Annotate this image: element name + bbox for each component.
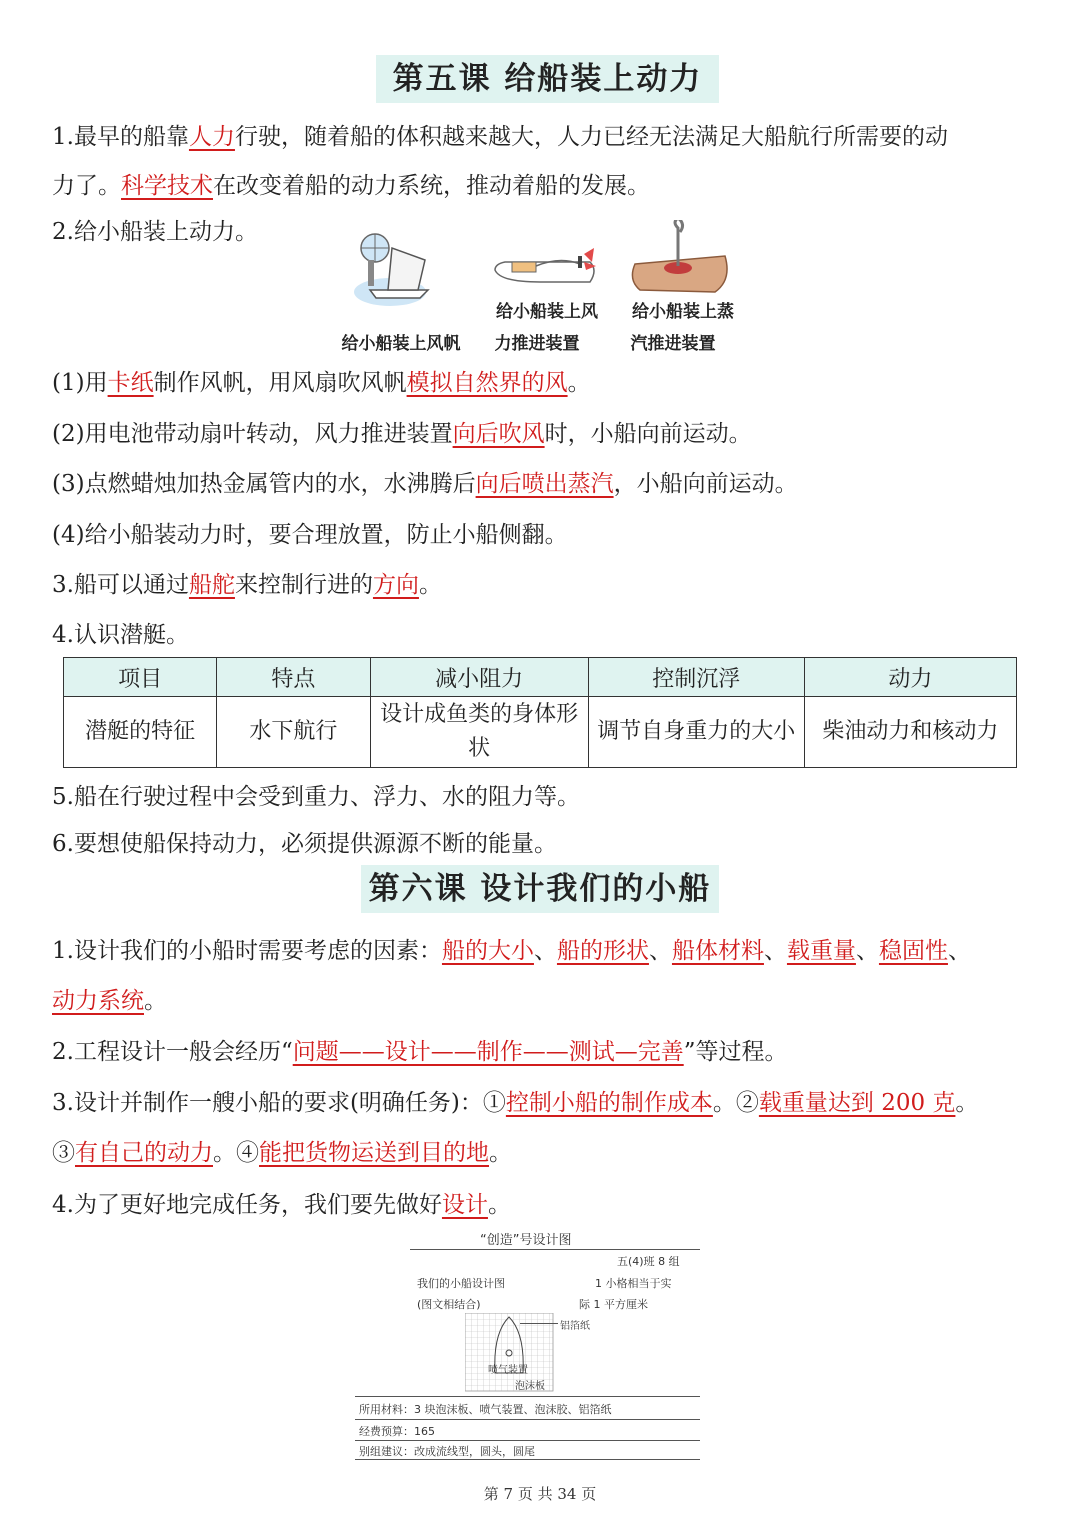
table-cell: 调节自身重力的大小 [588, 697, 804, 768]
lesson5-point5: 5.船在行驶过程中会受到重力、浮力、水的阻力等。 [52, 784, 580, 810]
lesson6-point2: 2.工程设计一般会经历“问题——设计——制作——测试—完善”等过程。 [52, 1039, 788, 1065]
lesson6-title: 第六课 设计我们的小船 [361, 865, 719, 913]
answer-science-technology: 科学技术 [121, 173, 213, 199]
lesson5-sub3: (3)点燃蜡烛加热金属管内的水，水沸腾后向后喷出蒸汽，小船向前运动。 [52, 471, 798, 497]
table-header: 项目 [64, 658, 217, 697]
design-info-rule [355, 1440, 700, 1441]
design-group: 五(4)班 8 组 [617, 1255, 680, 1268]
answer-manpower: 人力 [188, 124, 235, 150]
lesson6-point3-line2: ③有自己的动力。④能把货物运送到目的地。 [52, 1140, 512, 1166]
page-number: 第 7 页 共 34 页 [483, 1485, 597, 1503]
lesson5-point3: 3.船可以通过船舵来控制行进的方向。 [52, 572, 442, 598]
answer-rudder: 船舵 [188, 572, 235, 598]
table-cell: 潜艇的特征 [64, 697, 217, 768]
lesson5-point2: 2.给小船装上动力。 [52, 219, 258, 245]
lesson5-sub4: (4)给小船装动力时，要合理放置，防止小船侧翻。 [52, 522, 568, 548]
lesson6-point3-line1: 3.设计并制作一艘小船的要求(明确任务)：①控制小船的制作成本。②载重量达到 200 克。 [52, 1090, 979, 1116]
table-cell: 水下航行 [217, 697, 370, 768]
table-header: 控制沉浮 [588, 658, 804, 697]
design-budget: 经费预算：165 [359, 1425, 435, 1438]
figure-caption-steam-line2: 汽推进装置 [630, 334, 716, 354]
figure-caption-steam-line1: 给小船装上蒸 [632, 302, 734, 322]
table-cell: 柴油动力和核动力 [804, 697, 1016, 768]
lesson5-point1-line1: 1.最早的船靠人力行驶，随着船的体积越来越大，人力已经无法满足大船航行所需要的动 [52, 124, 948, 150]
design-annotation-foil: 铝箔纸 [560, 1321, 590, 1332]
table-header: 特点 [217, 658, 370, 697]
design-label-2: (图文相结合) [417, 1298, 481, 1311]
design-title-rule [410, 1249, 700, 1250]
boat-design-sheet [355, 1225, 700, 1460]
answer-design: 设计 [441, 1192, 488, 1218]
answer-cardboard: 卡纸 [107, 370, 154, 396]
lesson5-sub2: (2)用电池带动扇叶转动，风力推进装置向后吹风时，小船向前运动。 [52, 421, 752, 447]
design-info-rule [355, 1396, 700, 1397]
table-header: 减小阻力 [370, 658, 588, 697]
lesson5-point4: 4.认识潜艇。 [52, 622, 189, 648]
design-scale-1: 1 小格相当于实 [595, 1277, 672, 1290]
answer-direction: 方向 [372, 572, 419, 598]
design-annotation-jet: 喷气装置 [488, 1365, 528, 1376]
design-materials: 所用材料：3 块泡沫板、喷气装置、泡沫胶、铝箔纸 [359, 1403, 612, 1416]
lesson6-point4: 4.为了更好地完成任务，我们要先做好设计。 [52, 1192, 511, 1218]
boat-power-figure [340, 220, 750, 310]
lesson5-point1-line2: 力了。科学技术在改变着船的动力系统，推动着船的发展。 [52, 173, 650, 199]
design-info-rule [355, 1459, 700, 1460]
wind-propulsion-boat-illustration [495, 248, 596, 282]
design-info-rule [355, 1419, 700, 1420]
design-line-foil [520, 1323, 558, 1324]
design-scale-2: 际 1 平方厘米 [579, 1298, 648, 1311]
design-label-1: 我们的小船设计图 [417, 1277, 505, 1290]
answer-simulate-wind: 模拟自然界的风 [406, 370, 568, 396]
design-annotation-foam: 泡沫板 [515, 1381, 545, 1392]
figure-caption-wind-line1: 给小船装上风 [496, 302, 598, 322]
lesson6-point1-line1: 1.设计我们的小船时需要考虑的因素：船的大小、船的形状、船体材料、载重量、稳固性、 [52, 938, 971, 964]
design-title: “创造”号设计图 [480, 1233, 572, 1248]
table-header: 动力 [804, 658, 1016, 697]
figure-caption-wind-line2: 力推进装置 [494, 334, 580, 354]
figure-caption-sail: 给小船装上风帆 [341, 334, 461, 354]
lesson6-point1-line2: 动力系统。 [52, 988, 167, 1014]
lesson5-point6: 6.要想使船保持动力，必须提供源源不断的能量。 [52, 831, 557, 857]
design-suggestion: 别组建议：改成流线型，圆头，圆尾 [359, 1445, 535, 1458]
table-row [64, 697, 1017, 768]
sail-boat-illustration [354, 234, 428, 306]
lesson5-sub1: (1)用卡纸制作风帆，用风扇吹风帆模拟自然界的风。 [52, 370, 591, 396]
answer-design-process: 问题——设计——制作——测试—完善 [292, 1039, 684, 1065]
table-cell: 设计成鱼类的身体形状 [370, 697, 588, 768]
submarine-table [63, 657, 1017, 768]
lesson5-title: 第五课 给船装上动力 [376, 55, 719, 103]
answer-steam-backward: 向后喷出蒸汽 [475, 471, 614, 497]
table-header-row [64, 658, 1017, 697]
answer-blow-backward: 向后吹风 [452, 421, 545, 447]
steam-boat-illustration [632, 220, 727, 292]
